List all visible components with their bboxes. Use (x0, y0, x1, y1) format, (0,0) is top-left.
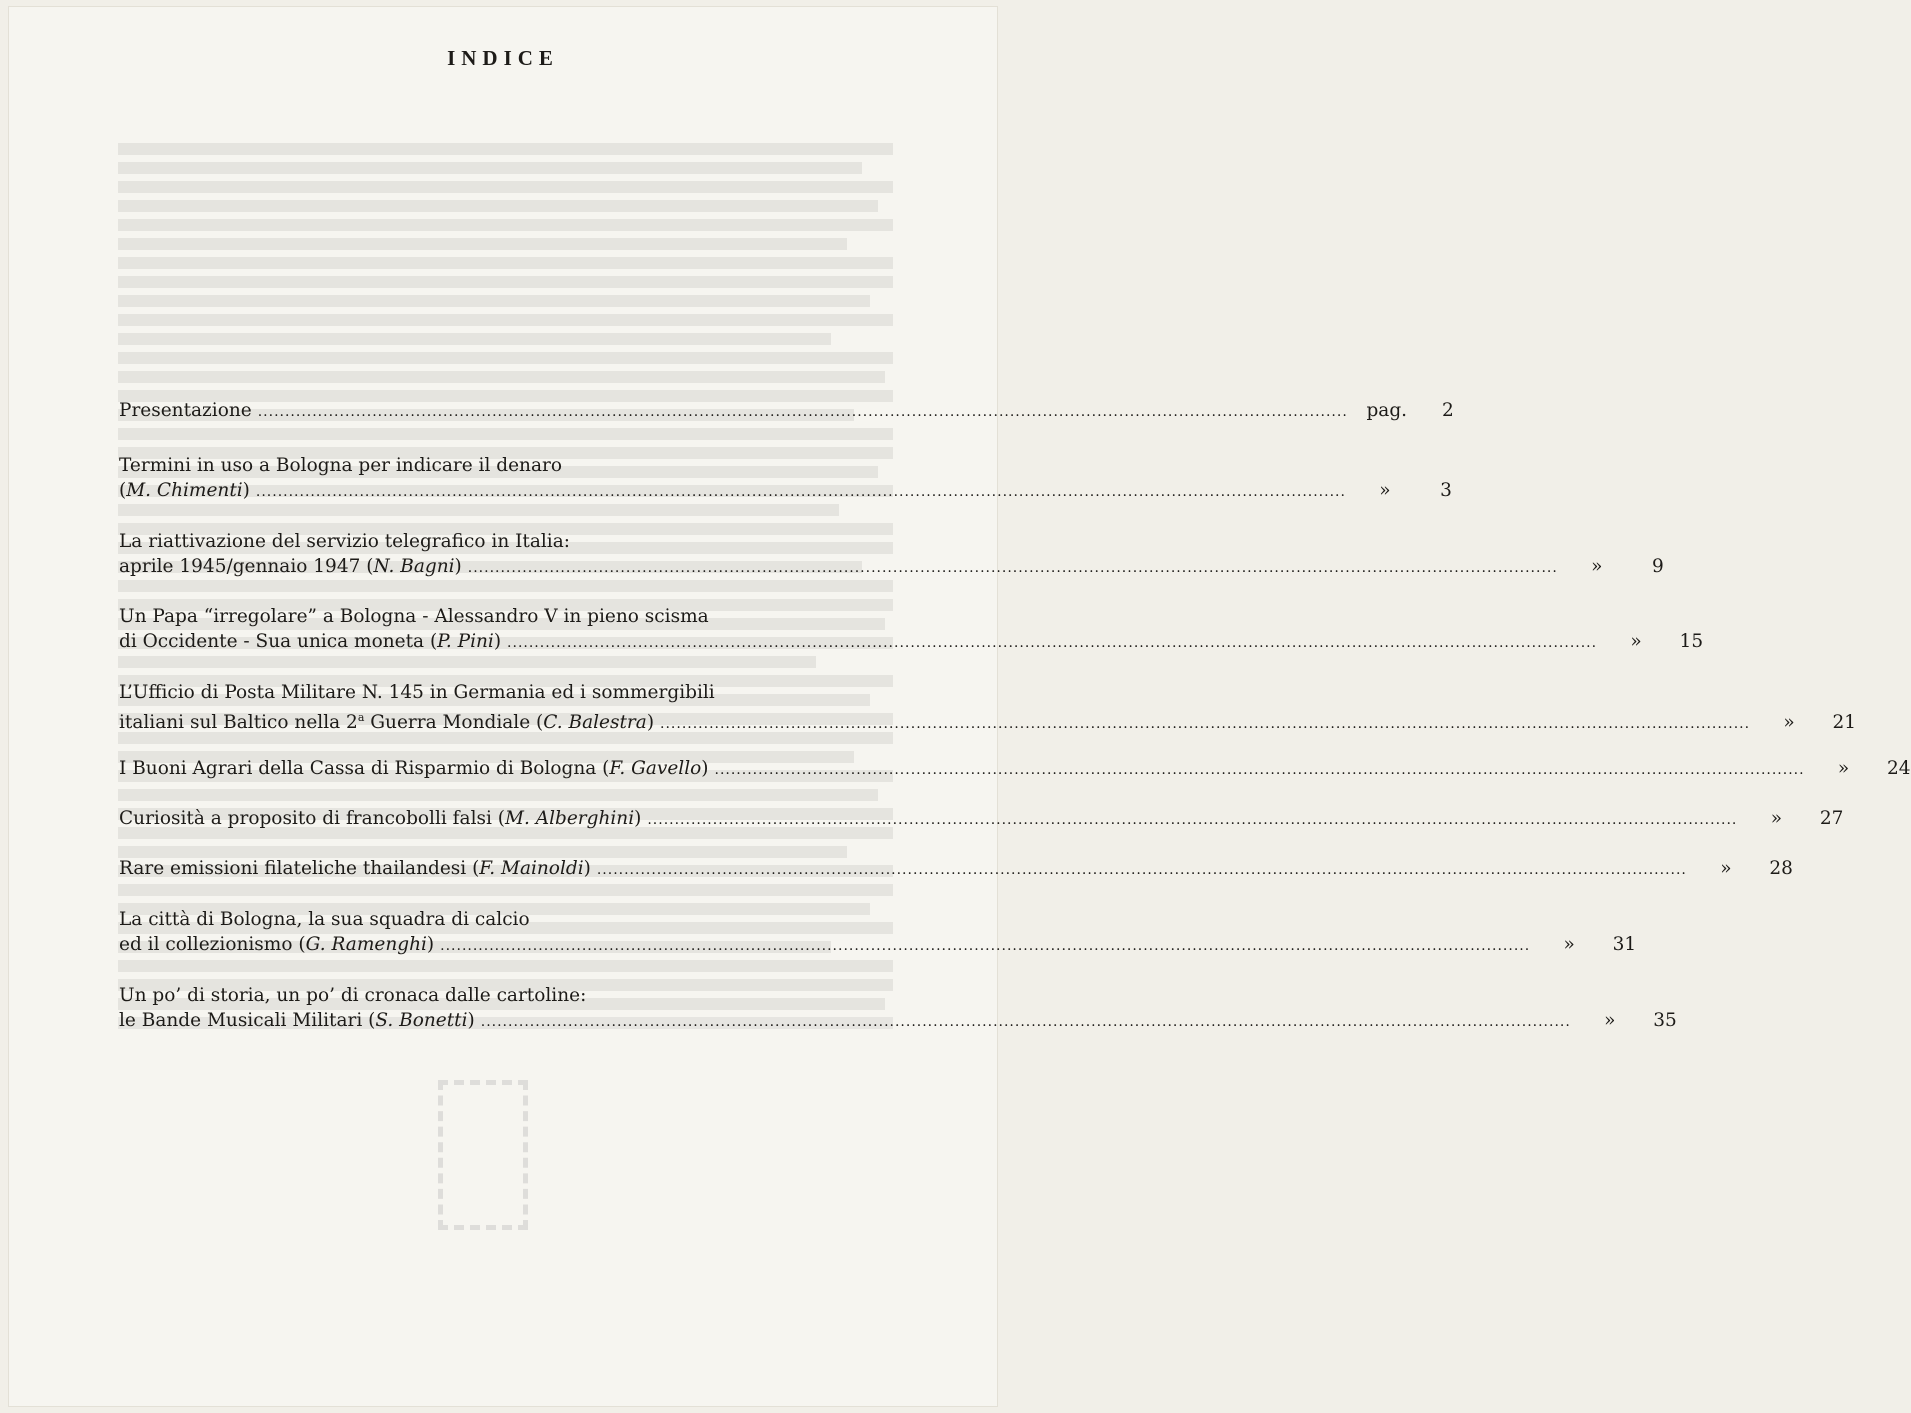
show-through-line (118, 257, 893, 269)
toc-page-prefix: » (1604, 1010, 1616, 1031)
toc-entry-author: N. Bagni (373, 556, 455, 577)
dot-leader: ........................................................................................................................................................................................................ (257, 404, 1348, 420)
dot-leader: ........................................................................................................................................................................................................ (596, 862, 1687, 878)
toc-entry-title: ed il collezionismo (G. Ramenghi) (119, 934, 435, 955)
toc-entry[interactable] (119, 529, 1664, 581)
toc-entry-author: M. Chimenti (126, 480, 243, 501)
toc-entry-title: aprile 1945/gennaio 1947 (N. Bagni) (119, 556, 462, 577)
toc-entry[interactable] (119, 907, 1637, 959)
dot-leader: ........................................................................................................................................................................................................ (647, 812, 1738, 828)
toc-page-number: 15 (1679, 631, 1704, 652)
toc-entry-title: le Bande Musicali Militari (S. Bonetti) (119, 1010, 475, 1031)
toc-entry-title: I Buoni Agrari della Cassa di Risparmio di Bologna (F. Gavello) (119, 758, 709, 779)
show-through-line (118, 295, 870, 307)
toc-entry-title: (M. Chimenti) (119, 480, 250, 501)
toc-entry-title: Termini in uso a Bologna per indicare il denaro (119, 455, 562, 476)
toc-entry-title: Presentazione (119, 400, 252, 421)
index-heading: INDICE (447, 46, 559, 70)
toc-entry-title: di Occidente - Sua unica moneta (P. Pini) (119, 631, 502, 652)
dot-leader: ........................................................................................................................................................................................................ (255, 484, 1346, 500)
toc-page-prefix: » (1591, 556, 1603, 577)
toc-page-number: 28 (1769, 858, 1793, 879)
show-through-line (118, 238, 847, 250)
stamp-show-through (438, 1080, 528, 1230)
toc-entry[interactable] (119, 756, 1911, 783)
show-through-line (118, 200, 878, 212)
show-through-line (118, 884, 893, 896)
show-through-line (118, 580, 893, 592)
toc-entry-title: La riattivazione del servizio telegrafico in Italia: (119, 531, 570, 552)
toc-entry-title: Un po’ di storia, un po’ di cronaca dalle cartoline: (119, 985, 587, 1006)
toc-entry-author: S. Bonetti (375, 1010, 468, 1031)
dot-leader: ........................................................................................................................................................................................................ (507, 635, 1598, 651)
toc-entry-author: G. Ramenghi (305, 934, 427, 955)
show-through-line (118, 352, 893, 364)
toc-entry[interactable] (119, 604, 1704, 656)
toc-entry-author: M. Alberghini (505, 808, 635, 829)
toc-page-prefix: » (1630, 631, 1642, 652)
toc-entry-title: L’Ufficio di Posta Militare N. 145 in Germania ed i sommergibili (119, 682, 715, 703)
toc-page-number: 24 (1887, 758, 1911, 779)
toc-page-number: 27 (1819, 808, 1844, 829)
toc-entry-title: italiani sul Baltico nella 2$^a$ Guerra Mondiale (C. Balestra) (119, 711, 655, 734)
toc-entry-title: Curiosità a proposito di francobolli falsi (M. Alberghini) (119, 808, 642, 829)
toc-page-prefix: » (1837, 758, 1850, 779)
toc-entry-author: F. Gavello (609, 758, 702, 779)
toc-entry[interactable] (119, 680, 1857, 737)
show-through-line (118, 219, 893, 231)
toc-entry[interactable] (119, 983, 1677, 1035)
dot-leader: ........................................................................................................................................................................................................ (480, 1014, 1571, 1030)
show-through-line (118, 314, 893, 326)
toc-page-number: 2 (1442, 400, 1454, 421)
dot-leader: ........................................................................................................................................................................................................ (467, 560, 1558, 576)
show-through-line (118, 428, 893, 440)
toc-page-number: 31 (1612, 934, 1637, 955)
toc-entry[interactable] (119, 453, 1452, 505)
toc-entry[interactable] (119, 806, 1844, 833)
show-through-line (118, 960, 893, 972)
toc-entry-title: Un Papa “irregolare” a Bologna - Alessandro V in pieno scisma (119, 606, 709, 627)
show-through-line (118, 504, 839, 516)
toc-entry-author: C. Balestra (543, 712, 647, 734)
toc-entry-author: F. Mainoldi (479, 858, 584, 879)
toc-page-prefix: » (1720, 858, 1732, 879)
show-through-line (118, 333, 831, 345)
dot-leader: ........................................................................................................................................................................................................ (714, 762, 1805, 778)
toc-page-prefix: » (1379, 480, 1391, 501)
toc-page-number: 9 (1652, 556, 1664, 577)
toc-page-number: 35 (1653, 1010, 1677, 1031)
dot-leader: ........................................................................................................................................................................................................ (440, 938, 1531, 954)
show-through-line (118, 656, 816, 668)
toc-page-number: 21 (1832, 712, 1857, 734)
toc-entry-title: La città di Bologna, la sua squadra di calcio (119, 909, 530, 930)
show-through-line (118, 371, 885, 383)
toc-page-prefix: » (1770, 808, 1783, 829)
show-through-line (118, 181, 893, 193)
toc-entry[interactable] (119, 398, 1454, 425)
show-through-line (118, 162, 862, 174)
dot-leader: ........................................................................................................................................................................................................ (660, 716, 1751, 733)
show-through-line (118, 143, 893, 155)
toc-page-prefix: pag. (1366, 400, 1408, 421)
toc-page-prefix: » (1563, 934, 1575, 955)
toc-page-number: 3 (1440, 480, 1452, 501)
toc-entry[interactable] (119, 856, 1793, 883)
toc-entry-title: Rare emissioni filateliche thailandesi (F. Mainoldi) (119, 858, 591, 879)
show-through-line (118, 276, 893, 288)
show-through-line (118, 789, 878, 801)
toc-entry-author: P. Pini (437, 631, 494, 652)
toc-page-prefix: » (1783, 712, 1795, 734)
